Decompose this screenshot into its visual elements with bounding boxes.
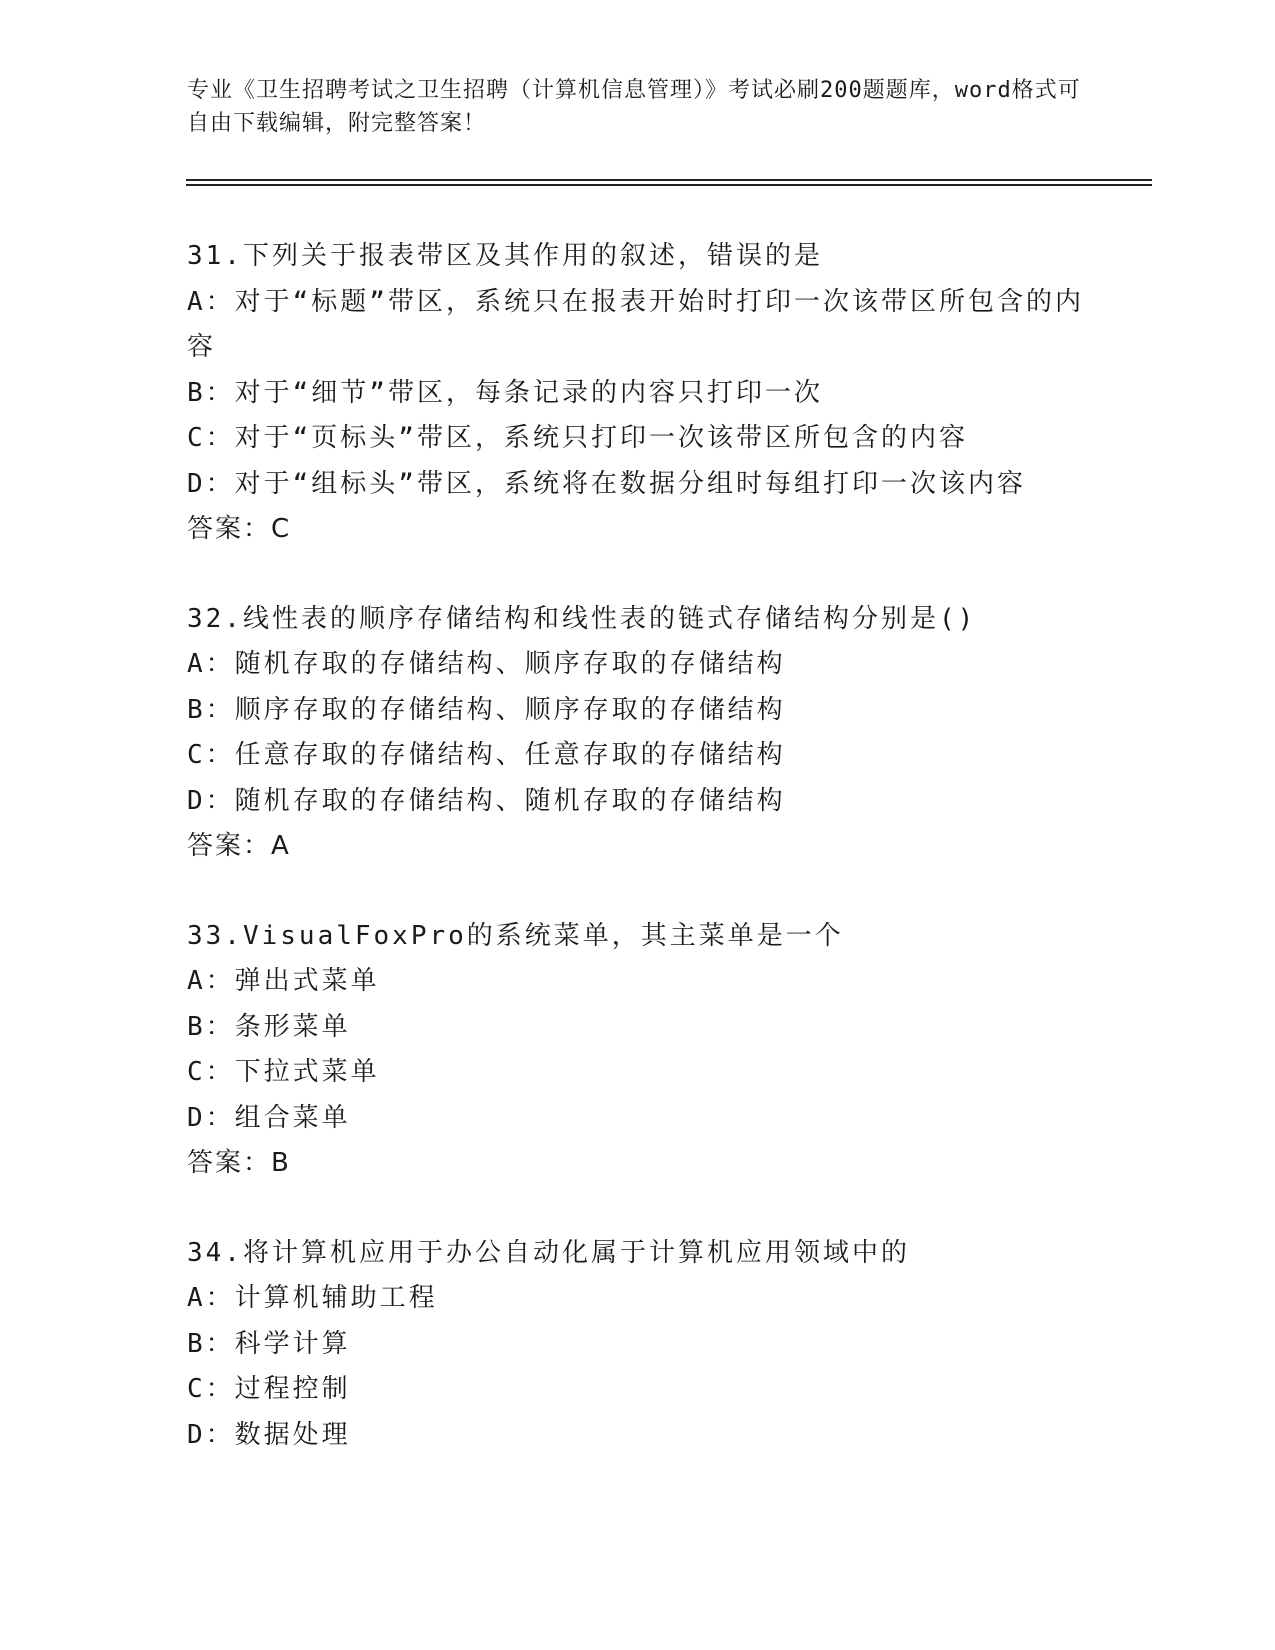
option-c: C：过程控制 [187,1374,351,1404]
option-a: A：随机存取的存储结构、顺序存取的存储结构 [187,649,786,679]
answer-label: 答案：A [187,831,291,861]
question-33 [187,914,1087,1187]
option-d: D：对于“组标头”带区，系统将在数据分组时每组打印一次该内容 [187,468,1026,499]
option-b: B：条形菜单 [187,1011,351,1042]
option-c: C：对于“页标头”带区，系统只打印一次该带区所包含的内容 [187,423,968,453]
question-stem: 33.VisualFoxPro的系统菜单，其主菜单是一个 [187,920,844,951]
option-b: B：顺序存取的存储结构、顺序存取的存储结构 [187,694,786,725]
question-list [187,234,1087,1502]
answer-label: 答案：B [187,1148,291,1178]
option-d: D：组合菜单 [187,1102,351,1133]
question-34 [187,1231,1087,1459]
option-a: A：对于“标题”带区，系统只在报表开始时打印一次该带区所包含的内容 [187,286,1084,362]
question-stem: 31.下列关于报表带区及其作用的叙述，错误的是 [187,241,823,271]
option-d: D：数据处理 [187,1419,351,1450]
option-d: D：随机存取的存储结构、随机存取的存储结构 [187,785,786,816]
question-31 [187,234,1087,553]
option-a: A：弹出式菜单 [187,966,380,996]
header-divider-top [186,179,1152,181]
answer-label: 答案：C [187,514,292,544]
option-b: B：科学计算 [187,1328,351,1359]
question-32 [187,597,1087,870]
document-header [187,74,1087,140]
option-c: C：任意存取的存储结构、任意存取的存储结构 [187,740,786,770]
question-stem: 32.线性表的顺序存储结构和线性表的链式存储结构分别是() [187,603,977,634]
header-divider-bottom [186,184,1152,186]
option-b: B：对于“细节”带区，每条记录的内容只打印一次 [187,377,823,408]
header-text: 专业《卫生招聘考试之卫生招聘（计算机信息管理）》考试必刷200题题库，word格式可自由下载编辑，附完整答案！ [187,78,1081,136]
question-stem: 34.将计算机应用于办公自动化属于计算机应用领域中的 [187,1237,910,1268]
option-a: A：计算机辅助工程 [187,1283,438,1313]
option-c: C：下拉式菜单 [187,1057,380,1087]
